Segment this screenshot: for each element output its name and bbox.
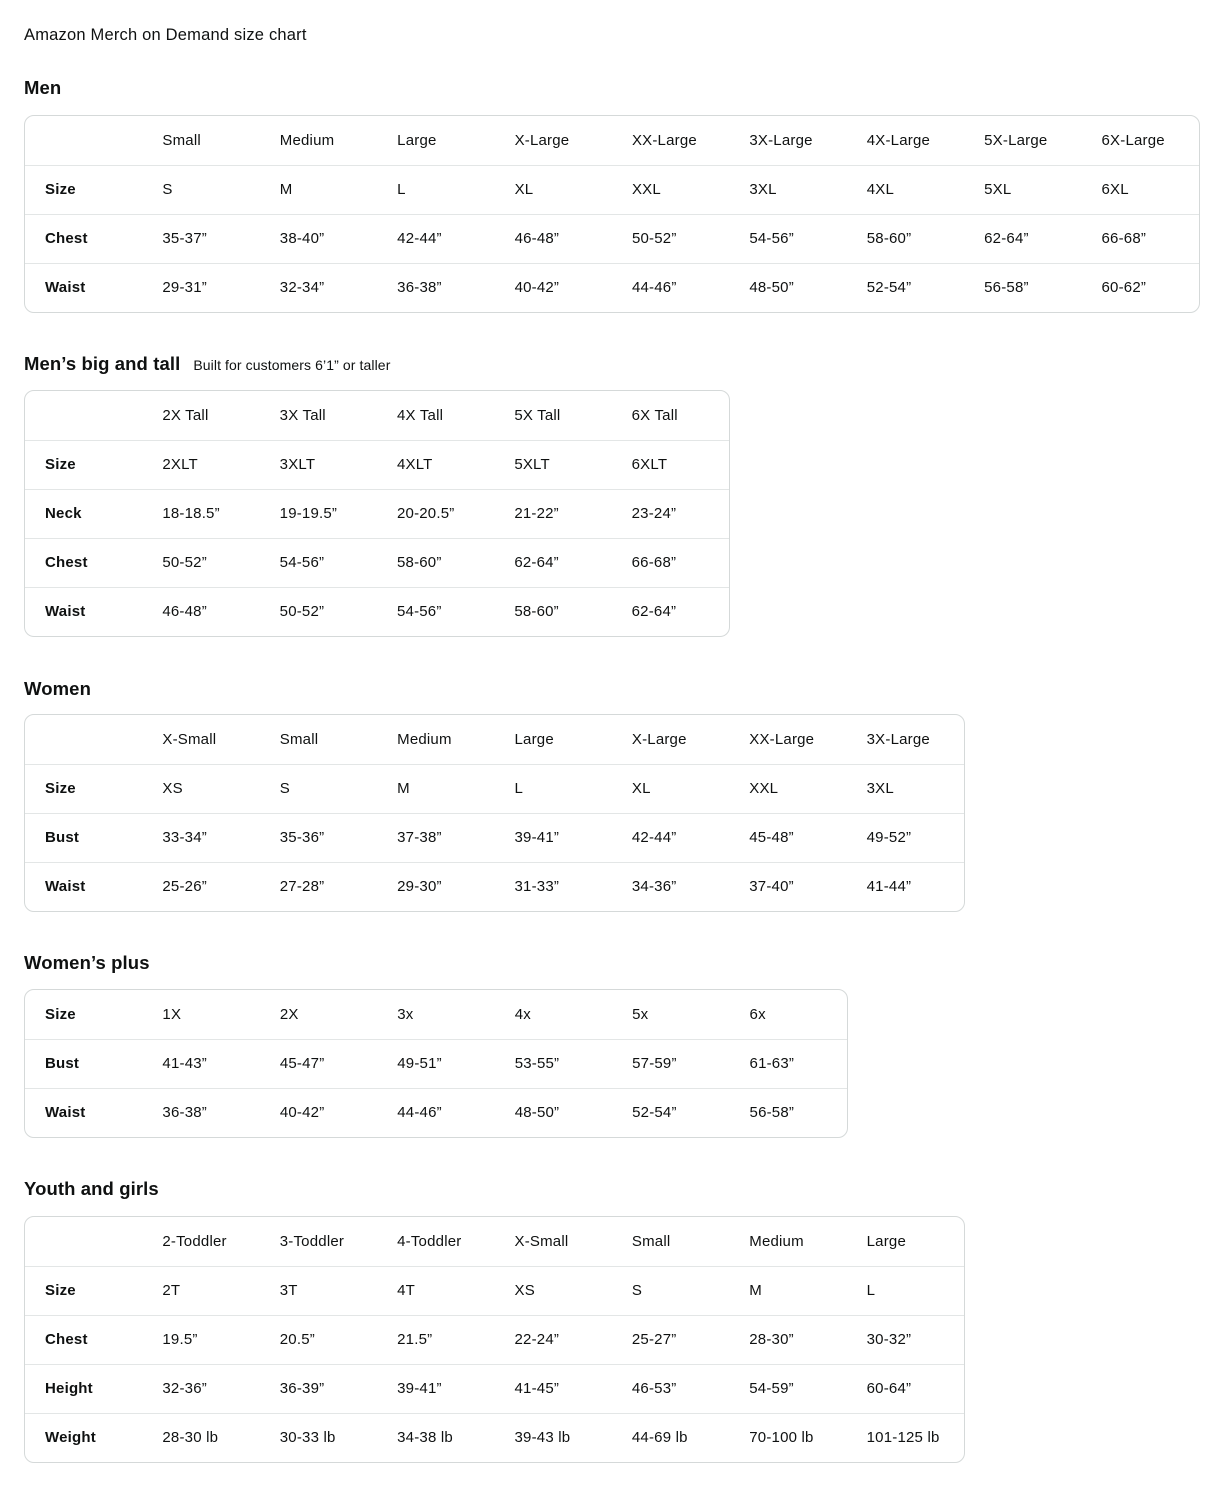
column-header: Medium — [749, 1232, 804, 1250]
cell-value: 2T — [142, 1266, 259, 1315]
cell-value: 50-52” — [260, 587, 377, 636]
cell-value: 3XL — [729, 165, 846, 214]
page-title: Amazon Merch on Demand size chart — [24, 26, 307, 44]
column-header: X-Small — [514, 1232, 569, 1250]
column-header: 6X Tall — [631, 406, 678, 424]
cell-value: 18-18.5” — [142, 489, 259, 538]
cell-value: 34-36” — [612, 862, 729, 911]
section-women-plus — [24, 951, 1199, 1138]
column-header: 4X-Large — [866, 131, 931, 149]
cell-value: 5XLT — [494, 440, 611, 489]
cell-value: 6XL — [1082, 165, 1199, 214]
cell-value: 44-46” — [377, 1088, 494, 1137]
cell-value: 70-100 lb — [729, 1413, 846, 1462]
cell-value: 50-52” — [142, 538, 259, 587]
youth-girls-size-table — [25, 1217, 964, 1462]
cell-value: 38-40” — [260, 214, 377, 263]
cell-value: 44-69 lb — [612, 1413, 729, 1462]
table-row — [25, 214, 1199, 263]
cell-value: 22-24” — [495, 1315, 612, 1364]
cell-value: 56-58” — [964, 263, 1081, 312]
cell-value: XXL — [612, 165, 729, 214]
cell-value: 45-48” — [729, 813, 846, 862]
column-header: Medium — [279, 131, 335, 149]
cell-value: 56-58” — [730, 1088, 847, 1137]
corner-cell — [25, 715, 142, 764]
cell-value: 58-60” — [377, 538, 494, 587]
section-women-heading-text: Women — [24, 678, 91, 699]
cell-value: 20-20.5” — [377, 489, 494, 538]
corner-cell — [25, 391, 142, 440]
column-header: XX-Large — [631, 131, 697, 149]
cell-value: 30-32” — [847, 1315, 964, 1364]
cell-value: 4XLT — [377, 440, 494, 489]
section-men-heading-text: Men — [24, 77, 62, 98]
cell-value: 49-52” — [847, 813, 964, 862]
women-plus-size-table — [25, 990, 847, 1137]
row-label: Waist — [25, 1088, 142, 1137]
cell-value: 2XLT — [142, 440, 259, 489]
cell-value: 50-52” — [612, 214, 729, 263]
table-row — [25, 165, 1199, 214]
cell-value: 42-44” — [377, 214, 494, 263]
cell-value: L — [847, 1266, 964, 1315]
cell-value: 5x — [632, 1005, 649, 1023]
cell-value: 19.5” — [142, 1315, 259, 1364]
table-row — [25, 489, 729, 538]
table-row — [25, 862, 964, 911]
cell-value: 37-40” — [729, 862, 846, 911]
cell-value: 45-47” — [260, 1039, 377, 1088]
section-men — [24, 76, 1199, 313]
table-row — [25, 990, 847, 1039]
cell-value: 29-31” — [142, 263, 259, 312]
cell-value: 36-38” — [142, 1088, 259, 1137]
column-header: 2X Tall — [162, 406, 209, 424]
cell-value: 46-48” — [142, 587, 259, 636]
cell-value: 40-42” — [495, 263, 612, 312]
men-size-table-wrap — [24, 115, 1200, 313]
cell-value: 32-34” — [260, 263, 377, 312]
cell-value: 4T — [377, 1266, 494, 1315]
cell-value: 57-59” — [612, 1039, 729, 1088]
cell-value: 3T — [260, 1266, 377, 1315]
cell-value: M — [729, 1266, 846, 1315]
row-label: Chest — [25, 538, 142, 587]
cell-value: 42-44” — [612, 813, 729, 862]
row-label: Waist — [25, 587, 142, 636]
cell-value: L — [495, 764, 612, 813]
cell-value: M — [260, 165, 377, 214]
column-header: 3X-Large — [866, 730, 930, 748]
table-row — [25, 440, 729, 489]
section-women — [24, 677, 1199, 912]
column-header: Medium — [397, 730, 452, 748]
men-size-table — [25, 116, 1199, 312]
column-header: Large — [397, 131, 437, 149]
table-row — [25, 263, 1199, 312]
cell-value: 48-50” — [729, 263, 846, 312]
column-header: 2-Toddler — [162, 1232, 227, 1250]
cell-value: 34-38 lb — [377, 1413, 494, 1462]
cell-value: 58-60” — [494, 587, 611, 636]
section-men-big-tall-subtitle: Built for customers 6’1” or taller — [193, 357, 391, 373]
column-header: X-Large — [514, 131, 570, 149]
row-label: Bust — [25, 813, 142, 862]
cell-value: 6XLT — [612, 440, 729, 489]
cell-value: S — [142, 165, 259, 214]
cell-value: 31-33” — [495, 862, 612, 911]
cell-value: 20.5” — [260, 1315, 377, 1364]
cell-value: 36-39” — [260, 1364, 377, 1413]
cell-value: 27-28” — [260, 862, 377, 911]
column-header: X-Large — [631, 730, 687, 748]
women-plus-size-table-wrap — [24, 989, 848, 1138]
column-header: 3X-Large — [749, 131, 813, 149]
cell-value: 21-22” — [494, 489, 611, 538]
cell-value: 19-19.5” — [260, 489, 377, 538]
cell-value: S — [612, 1266, 729, 1315]
column-header: 5X Tall — [514, 406, 561, 424]
cell-value: 49-51” — [377, 1039, 494, 1088]
column-header: Small — [279, 730, 319, 748]
column-header: X-Small — [162, 730, 217, 748]
column-header: Large — [514, 730, 554, 748]
cell-value: 4XL — [847, 165, 964, 214]
cell-value: 41-45” — [495, 1364, 612, 1413]
cell-value: 46-48” — [495, 214, 612, 263]
column-header: 4X Tall — [396, 406, 444, 424]
table-row — [25, 764, 964, 813]
cell-value: 1X — [162, 1005, 182, 1023]
cell-value: 41-43” — [142, 1039, 259, 1088]
women-size-table-wrap — [24, 714, 965, 912]
section-women-heading — [24, 677, 1199, 701]
cell-value: 62-64” — [494, 538, 611, 587]
cell-value: 3x — [397, 1005, 414, 1023]
men-big-tall-size-table-wrap — [24, 390, 730, 637]
cell-value: 101-125 lb — [847, 1413, 964, 1462]
women-size-table — [25, 715, 964, 911]
cell-value: 23-24” — [612, 489, 729, 538]
corner-cell — [25, 1217, 142, 1266]
table-header-row — [25, 391, 729, 440]
cell-value: XXL — [729, 764, 846, 813]
cell-value: 32-36” — [142, 1364, 259, 1413]
cell-value: 53-55” — [495, 1039, 612, 1088]
cell-value: 54-56” — [729, 214, 846, 263]
column-header: Small — [631, 1232, 671, 1250]
table-header-row — [25, 116, 1199, 165]
cell-value: 3XLT — [260, 440, 377, 489]
row-label: Weight — [25, 1413, 142, 1462]
section-women-plus-heading-text: Women’s plus — [24, 952, 150, 973]
cell-value: 54-56” — [377, 587, 494, 636]
section-youth-girls-heading — [24, 1177, 1199, 1201]
column-header: XX-Large — [749, 730, 815, 748]
table-header-row — [25, 1217, 964, 1266]
column-header: Small — [162, 131, 201, 149]
corner-cell — [25, 116, 142, 165]
cell-value: 54-56” — [260, 538, 377, 587]
cell-value: 28-30” — [729, 1315, 846, 1364]
cell-value: 54-59” — [729, 1364, 846, 1413]
row-label: Waist — [25, 862, 142, 911]
cell-value: S — [260, 764, 377, 813]
cell-value: 4x — [514, 1005, 531, 1023]
cell-value: 33-34” — [142, 813, 259, 862]
section-youth-girls-heading-text: Youth and girls — [24, 1178, 159, 1199]
table-row — [25, 1039, 847, 1088]
table-row — [25, 1413, 964, 1462]
row-label: Bust — [25, 1039, 142, 1088]
youth-girls-size-table-wrap — [24, 1216, 965, 1463]
cell-value: 46-53” — [612, 1364, 729, 1413]
table-row — [25, 1315, 964, 1364]
column-header: 5X-Large — [984, 131, 1048, 149]
column-header: 3X Tall — [279, 406, 326, 424]
cell-value: 44-46” — [612, 263, 729, 312]
column-header: 6X-Large — [1101, 131, 1165, 149]
cell-value: 37-38” — [377, 813, 494, 862]
row-label: Size — [25, 764, 142, 813]
row-label: Height — [25, 1364, 142, 1413]
cell-value: 40-42” — [260, 1088, 377, 1137]
cell-value: 60-62” — [1082, 263, 1199, 312]
column-header: Large — [866, 1232, 906, 1250]
section-men-heading — [24, 76, 1199, 100]
cell-value: XS — [142, 764, 259, 813]
cell-value: 39-41” — [495, 813, 612, 862]
cell-value: 29-30” — [377, 862, 494, 911]
section-women-plus-heading — [24, 951, 1199, 975]
row-label: Chest — [25, 1315, 142, 1364]
cell-value: 35-36” — [260, 813, 377, 862]
cell-value: 41-44” — [847, 862, 964, 911]
row-label: Size — [25, 165, 142, 214]
table-row — [25, 1088, 847, 1137]
cell-value: 6x — [749, 1005, 766, 1023]
men-big-tall-size-table — [25, 391, 729, 636]
cell-value: 5XL — [964, 165, 1081, 214]
cell-value: 39-43 lb — [495, 1413, 612, 1462]
table-header-row — [25, 715, 964, 764]
column-header: 3-Toddler — [279, 1232, 345, 1250]
cell-value: 25-26” — [142, 862, 259, 911]
section-men-big-tall-heading-text: Men’s big and tall — [24, 353, 181, 374]
table-row — [25, 538, 729, 587]
cell-value: 48-50” — [495, 1088, 612, 1137]
cell-value: 28-30 lb — [142, 1413, 259, 1462]
cell-value: 52-54” — [612, 1088, 729, 1137]
section-youth-girls — [24, 1177, 1199, 1463]
table-row — [25, 587, 729, 636]
cell-value: 3XL — [847, 764, 964, 813]
cell-value: XL — [495, 165, 612, 214]
row-label: Neck — [25, 489, 142, 538]
section-men-big-tall — [24, 352, 1199, 637]
table-row — [25, 1364, 964, 1413]
cell-value: L — [377, 165, 494, 214]
cell-value: XS — [495, 1266, 612, 1315]
section-men-big-tall-heading — [24, 352, 1199, 377]
row-label: Size — [45, 1005, 76, 1023]
cell-value: 58-60” — [847, 214, 964, 263]
row-label: Chest — [25, 214, 142, 263]
cell-value: XL — [612, 764, 729, 813]
cell-value: 62-64” — [964, 214, 1081, 263]
row-label: Size — [25, 440, 142, 489]
cell-value: 36-38” — [377, 263, 494, 312]
cell-value: 52-54” — [847, 263, 964, 312]
cell-value: 21.5” — [377, 1315, 494, 1364]
cell-value: 30-33 lb — [260, 1413, 377, 1462]
column-header: 4-Toddler — [397, 1232, 462, 1250]
cell-value: 66-68” — [612, 538, 729, 587]
cell-value: M — [377, 764, 494, 813]
cell-value: 61-63” — [730, 1039, 847, 1088]
cell-value: 25-27” — [612, 1315, 729, 1364]
row-label: Waist — [25, 263, 142, 312]
cell-value: 60-64” — [847, 1364, 964, 1413]
cell-value: 35-37” — [142, 214, 259, 263]
row-label: Size — [25, 1266, 142, 1315]
table-row — [25, 1266, 964, 1315]
cell-value: 66-68” — [1082, 214, 1199, 263]
cell-value: 39-41” — [377, 1364, 494, 1413]
cell-value: 2X — [279, 1005, 299, 1023]
table-row — [25, 813, 964, 862]
cell-value: 62-64” — [612, 587, 729, 636]
